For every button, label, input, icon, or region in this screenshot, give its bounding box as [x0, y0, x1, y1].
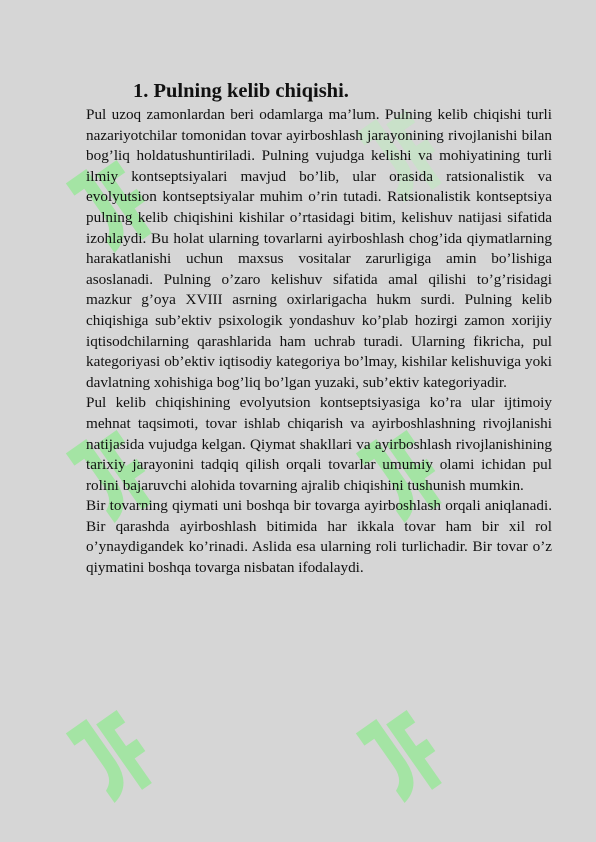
section-heading: 1. Pulning kelib chiqishi.	[133, 80, 349, 102]
watermark-logo	[334, 685, 477, 835]
paragraph-1: Pul uzoq zamonlardan beri odamlarga ma’lum. Pulning kelib chiqishi turli nazariyotchilar tomonidan tovar ayirboshlash jarayonining rivojlanishi bilan bog’liq holdatushuntiriladi. Pulning vujudga kelishi va mohiyatining turli ilmiy kontseptsiyalari mavjud bo’lib, ular orasida ratsionalistik va evolyutsion kontseptsiyalar muhim o’rin tutadi. Ratsionalistik kontseptsiya pulning kelib chiqishini kishilar o’rtasidagi bitim, kelishuv natijasi sifatida izohlaydi. Bu holat ularning tovarlarni ayirboshlash chog’ida qiymatlarning harakatlanishi uchun maxsus vositalar zarurligiga amin bo’lishiga asoslanadi. Pulning o’zaro kelishuv sifatida amal qilishi to’g’risidagi mazkur g’oya XVIII asrning oxirlarigacha hukm surdi. Pulning kelib chiqishiga sub’ektiv psixologik yondashuv ko’plab hozirgi zamon xorijiy iqtisodchilarning qarashlarida ham uchrab turadi. Ularning fikricha, pul kategoriyasi ob’ektiv iqtisodiy kategoriya bo’lmay, kishilar kelishuviga yoki davlatning xohishiga bog’liq bo’lgan yuzaki, sub’ektiv kategoriyadir.	[86, 106, 552, 391]
watermark-logo	[44, 685, 187, 835]
document-body	[86, 78, 552, 579]
paragraph-3: Bir tovarning qiymati uni boshqa bir tovarga ayirboshlash orqali aniqlanadi. Bir qarashda ayirboshlash bitimida har ikkala tovar ham bir xil rol o’ynaydigandek ko’rinadi. Aslida esa ularning roli turlichadir. Bir tovar o’z qiymatini boshqa tovarga nisbatan ifodalaydi.	[86, 497, 552, 577]
paragraph-2: Pul kelib chiqishining evolyutsion kontseptsiyasiga ko’ra ular ijtimoiy mehnat taqsimoti, tovar ishlab chiqarish va ayirboshlashning rivojlanishi natijasida vujudga kelgan. Qiymat shakllari va ayirboshlash rivojlanishining tarixiy jarayonini tadqiq qilish orqali tovarlar umumiy olami ichidan pul rolini bajaruvchi alohida tovarning ajralib chiqishini tushunish mumkin.	[86, 394, 552, 494]
